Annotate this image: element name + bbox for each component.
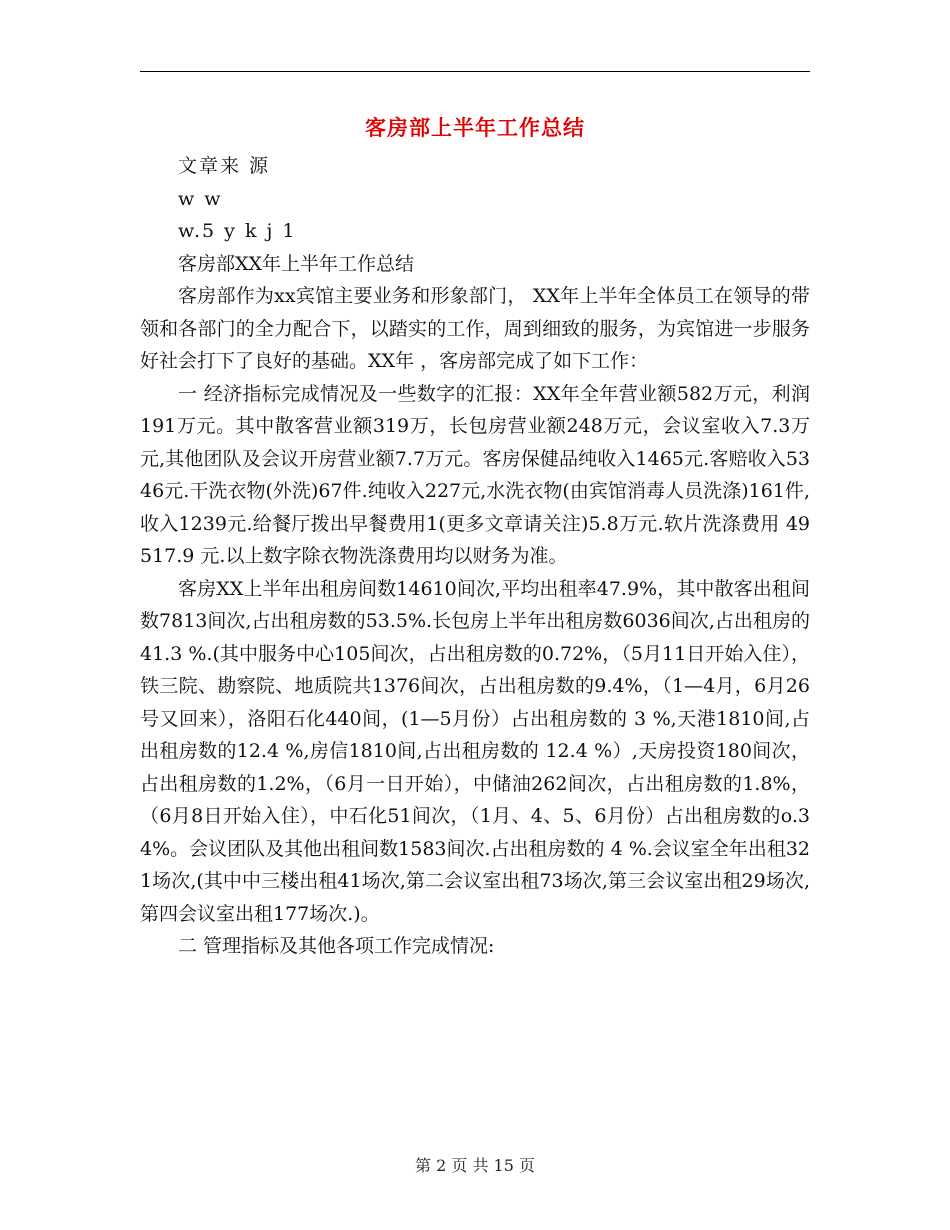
paragraph-management-heading: 二 管理指标及其他各项工作完成情况: xyxy=(178,935,495,957)
document-subtitle: 客房部XX年上半年工作总结 xyxy=(178,252,415,275)
paragraph-economic-indicators: 一 经济指标完成情况及一些数字的汇报：XX年全年营业额582万元，利润191万元。其中散客营业额319万，长包房营业额248万元，会议室收入7.3万元,其他团队及会议开房营业额7.7万元。客房保健品纯收入1465元.客赔收入5346元.干洗衣物(外洗)67件.纯收入227元,水洗衣物(由宾馆消毒人员洗涤)161件,收入1239元.给餐厅拨出早餐费用1(更多文章请关注)5.8万元.软片洗涤费用 49517.9 元.以上数字除衣物洗涤费用均以财务为准。 xyxy=(140,382,810,567)
page-indicator: 第 2 页 共 15 页 xyxy=(415,1156,535,1175)
source-line-1: 文章来 源 xyxy=(178,155,271,177)
document-body xyxy=(140,150,810,963)
header-rule xyxy=(140,71,810,72)
source-line-3: w.5 y k j 1 xyxy=(178,220,297,242)
paragraph-room-rentals: 客房XX上半年出租房间数14610间次,平均出租率47.9%，其中散客出租间数7813间次,占出租房数的53.5%.长包房上半年出租房数6036间次,占出租房的 41.3 %.(其中服务中心105间次，占出租房数的0.72%，（5月11日开始入住），铁三院、勘察院、地质院共1376间次，占出租房数的9.4%，（1—4月，6月26号又回来），洛阳石化440间，(1—5月份）占出租房数的 3 %,天港1810间,占出租房数的12.4 %,房信1810间,占出租房数的 12.4 %）,天房投资180间次，占出租房数的1.2%，（6月一日开始），中储油262间次，占出租房数的1.8%，（6月8日开始入住），中石化51间次，（1月、4、5、6月份）占出租房数的o.34%。会议团队及其他出租间数1583间次.占出租房数的 4 %.会议室全年出租321场次,(其中中三楼出租41场次,第二会议室出租73场次,第三会议室出租29场次,第四会议室出租177场次.)。 xyxy=(140,577,810,925)
document-title: 客房部上半年工作总结 xyxy=(365,115,585,140)
source-line-2: w w xyxy=(178,187,223,210)
paragraph-intro: 客房部作为xx宾馆主要业务和形象部门， XX年上半年全体员工在领导的带领和各部门的全力配合下，以踏实的工作，周到细致的服务，为宾馆进一步服务好社会打下了良好的基础。XX年 ，客房部完成了如下工作： xyxy=(140,285,810,372)
